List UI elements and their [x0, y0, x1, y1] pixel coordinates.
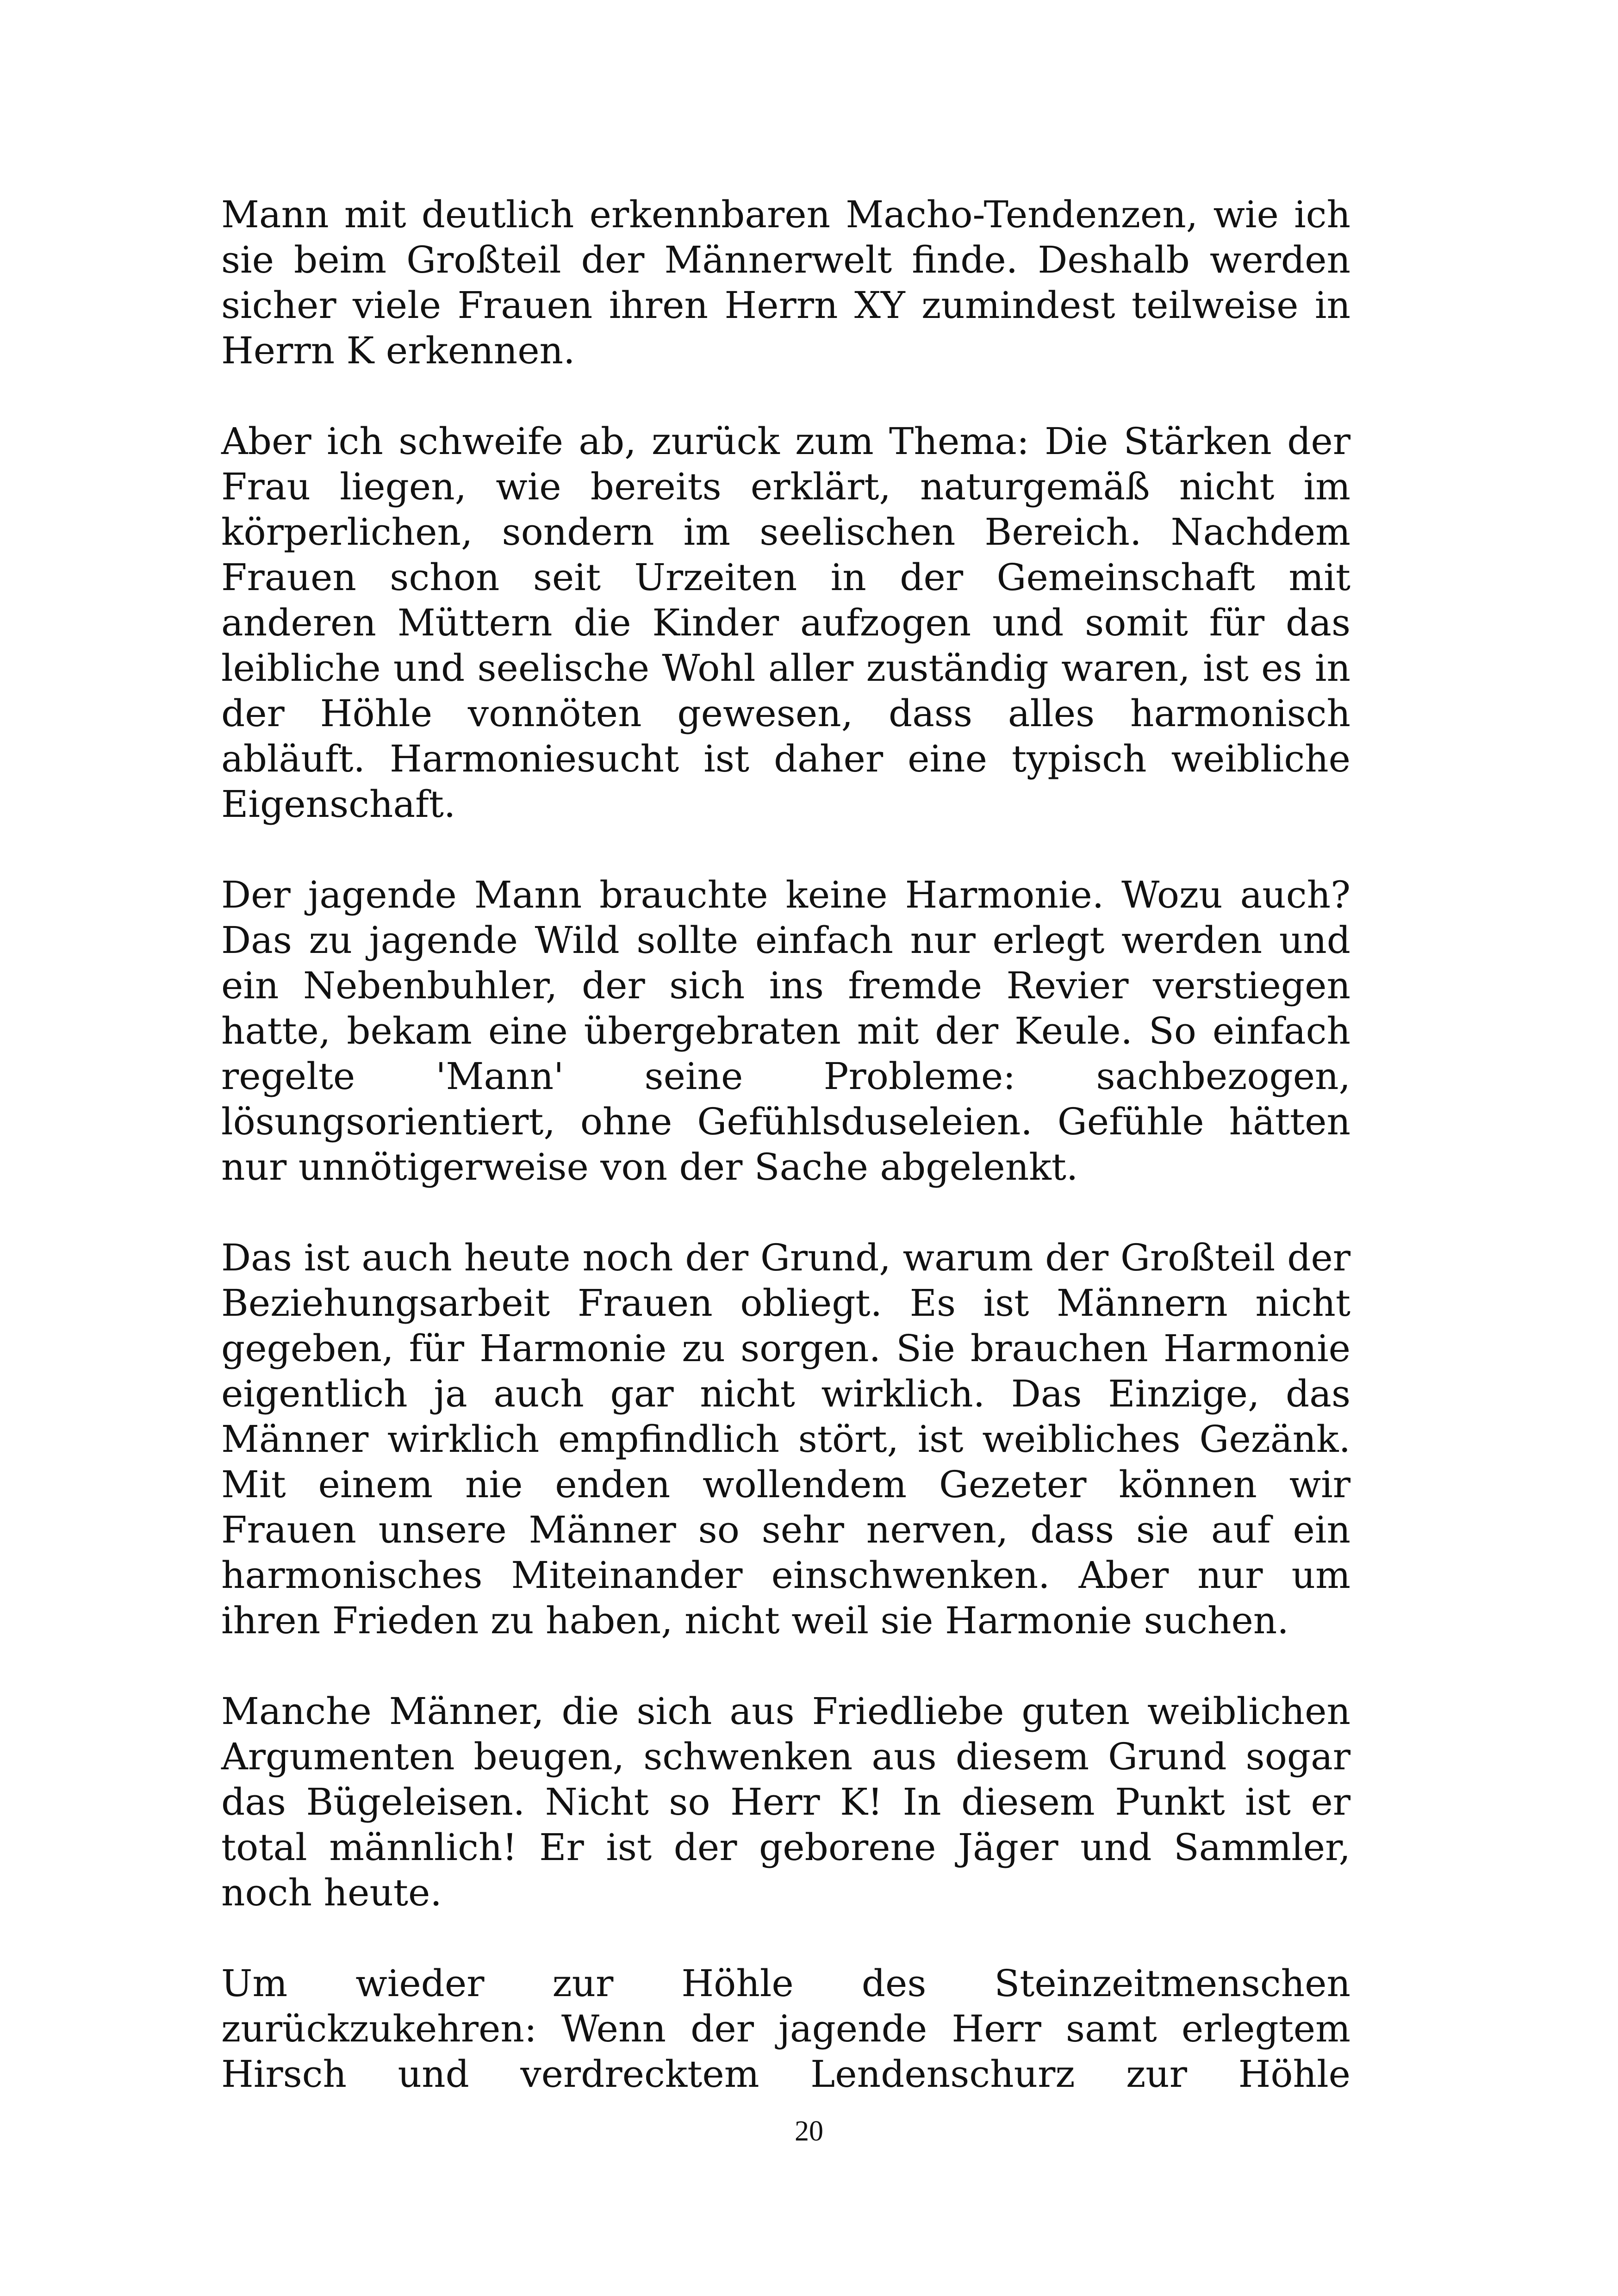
paragraph-2: Aber ich schweife ab, zurück zum Thema: Die Stärken der Frau liegen, wie bereits erklärt, naturgemäß nicht im körperlichen, sondern im seelischen Bereich. Nachdem Frauen schon seit Urzeiten in der Gemeinschaft mit anderen Müttern die Kinder aufzogen und somit für das leibliche und seelische Wohl aller zuständig waren, ist es in der Höhle vonnöten gewesen, dass alles harmonisch abläuft. Harmoniesucht ist daher eine typisch weibliche Eigenschaft.	[221, 420, 1350, 826]
paragraph-6: Um wieder zur Höhle des Steinzeitmenschen zurückzukehren: Wenn der jagende Herr samt erlegtem Hirsch und verdrecktem Lendenschurz zur Höhle	[221, 1962, 1350, 2096]
paragraph-4: Das ist auch heute noch der Grund, warum der Großteil der Beziehungsarbeit Frauen obliegt. Es ist Männern nicht gegeben, für Harmonie zu sorgen. Sie brauchen Harmonie eigentlich ja auch gar nicht wirklich. Das Einzige, das Männer wirklich empfindlich stört, ist weibliches Gezänk. Mit einem nie enden wollendem Gezeter können wir Frauen unsere Männer so sehr nerven, dass sie auf ein harmonisches Miteinander einschwenken. Aber nur um ihren Frieden zu haben, nicht weil sie Harmonie suchen.	[221, 1236, 1350, 1642]
page-number: 20	[795, 2116, 823, 2147]
paragraph-1: Mann mit deutlich erkennbaren Macho-Tendenzen, wie ich sie beim Großteil der Männerwelt finde. Deshalb werden sicher viele Frauen ihren Herrn XY zumindest teilweise in Herrn K erkennen.	[221, 193, 1350, 372]
body-text	[221, 192, 1350, 2097]
paragraph-3: Der jagende Mann brauchte keine Harmonie. Wozu auch? Das zu jagende Wild sollte einfach nur erlegt werden und ein Nebenbuhler, der sich ins fremde Revier verstiegen hatte, bekam eine übergebraten mit der Keule. So einfach regelte 'Mann' seine Probleme: sachbezogen, lösungsorientiert, ohne Gefühlsduseleien. Gefühle hätten nur unnötigerweise von der Sache abgelenkt.	[221, 873, 1350, 1188]
paragraph-5: Manche Männer, die sich aus Friedliebe guten weiblichen Argumenten beugen, schwenken aus diesem Grund sogar das Bügeleisen. Nicht so Herr K! In diesem Punkt ist er total männlich! Er ist der geborene Jäger und Sammler, noch heute.	[221, 1690, 1350, 1914]
